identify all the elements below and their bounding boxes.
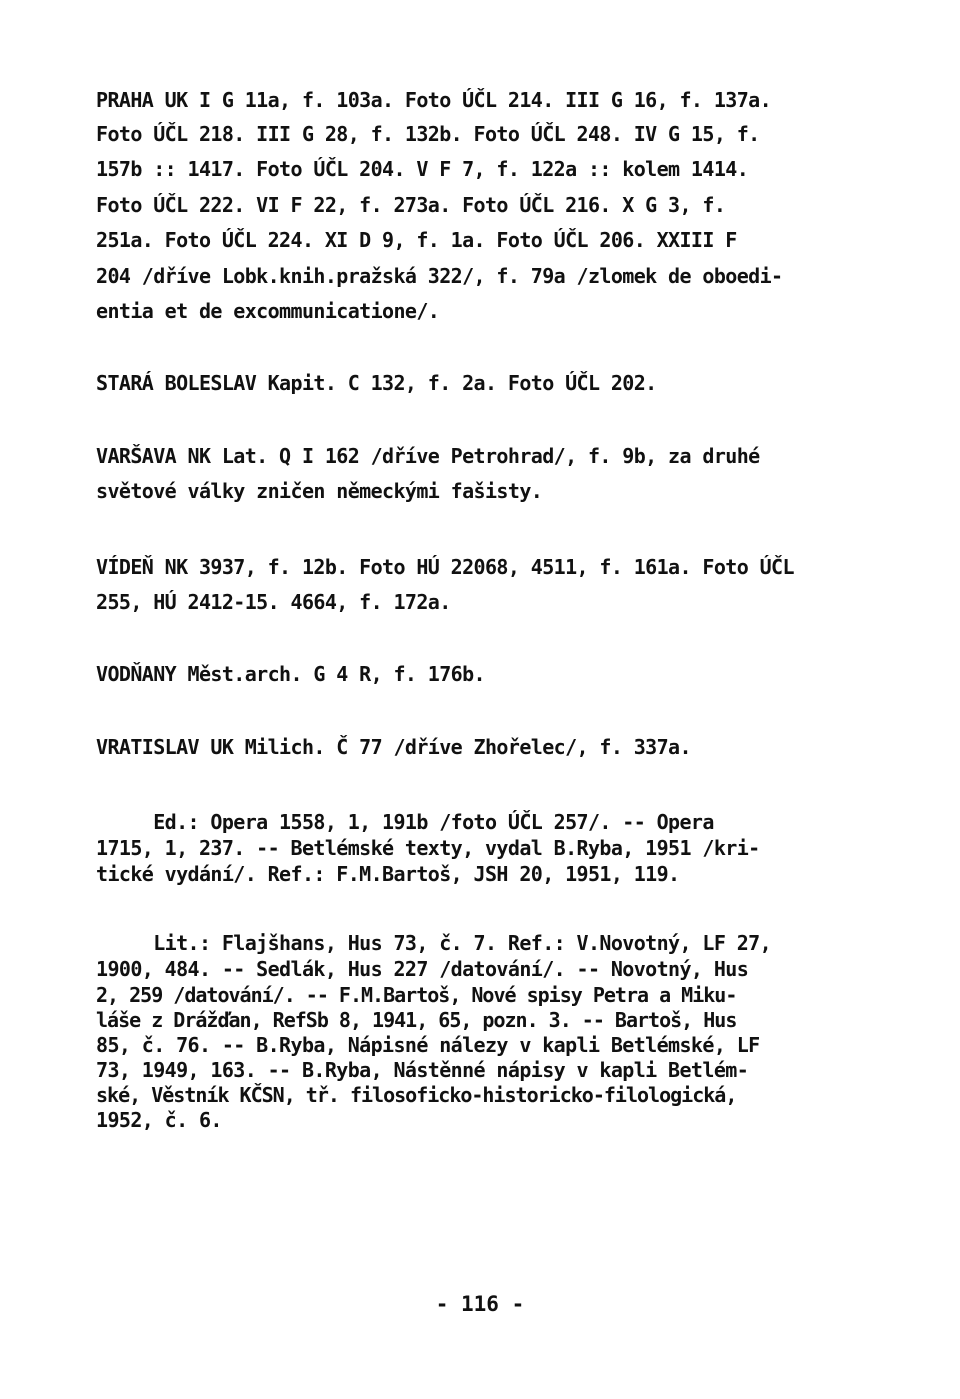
- text-line: Ed.: Opera 1558, 1, 191b /foto ÚČL 257/. -- Opera: [96, 810, 714, 834]
- text-line: 204 /dříve Lobk.knih.pražská 322/, f. 79a /zlomek de oboedi-: [96, 264, 783, 288]
- text-line: 255, HÚ 2412-15. 4664, f. 172a.: [96, 590, 451, 614]
- text-line: ské, Věstník KČSN, tř. filosoficko-historicko-filologická,: [96, 1083, 737, 1107]
- text-line: světové války zničen německými fašisty.: [96, 479, 543, 503]
- text-line: VARŠAVA NK Lat. Q I 162 /dříve Petrohrad/, f. 9b, za druhé: [96, 444, 760, 468]
- page-number: - 116 -: [435, 1292, 525, 1316]
- text-line: Foto ÚČL 218. III G 28, f. 132b. Foto ÚČL 248. IV G 15, f.: [96, 122, 760, 146]
- text-line: tické vydání/. Ref.: F.M.Bartoš, JSH 20, 1951, 119.: [96, 862, 680, 886]
- text-line: 157b :: 1417. Foto ÚČL 204. V F 7, f. 122a :: kolem 1414.: [96, 157, 749, 181]
- text-line: 1715, 1, 237. -- Betlémské texty, vydal B.Ryba, 1951 /kri-: [96, 836, 760, 860]
- text-line: entia et de excommunicatione/.: [96, 299, 440, 323]
- text-line: 85, č. 76. -- B.Ryba, Nápisné nálezy v kapli Betlémské, LF: [96, 1033, 760, 1057]
- text-line: VODŇANY Měst.arch. G 4 R, f. 176b.: [96, 662, 485, 686]
- text-line: Foto ÚČL 222. VI F 22, f. 273a. Foto ÚČL 216. X G 3, f.: [96, 193, 726, 217]
- text-line: STARÁ BOLESLAV Kapit. C 132, f. 2a. Foto ÚČL 202.: [96, 371, 657, 395]
- text-line: Lit.: Flajšhans, Hus 73, č. 7. Ref.: V.Novotný, LF 27,: [96, 931, 772, 955]
- text-line: láše z Drážďan, RefSb 8, 1941, 65, pozn. 3. -- Bartoš, Hus: [96, 1008, 737, 1032]
- text-line: 1900, 484. -- Sedlák, Hus 227 /datování/. -- Novotný, Hus: [96, 957, 749, 981]
- text-line: 2, 259 /datování/. -- F.M.Bartoš, Nové spisy Petra a Miku-: [96, 983, 737, 1007]
- text-line: VÍDEŇ NK 3937, f. 12b. Foto HÚ 22068, 4511, f. 161a. Foto ÚČL: [96, 555, 794, 579]
- text-line: 251a. Foto ÚČL 224. XI D 9, f. 1a. Foto ÚČL 206. XXIII F: [96, 228, 737, 252]
- text-line: VRATISLAV UK Milich. Č 77 /dříve Zhořelec/, f. 337a.: [96, 735, 691, 759]
- text-line: 1952, č. 6.: [96, 1108, 222, 1132]
- text-line: 73, 1949, 163. -- B.Ryba, Nástěnné nápisy v kapli Betlém-: [96, 1058, 749, 1082]
- text-line: PRAHA UK I G 11a, f. 103a. Foto ÚČL 214. III G 16, f. 137a.: [96, 88, 772, 112]
